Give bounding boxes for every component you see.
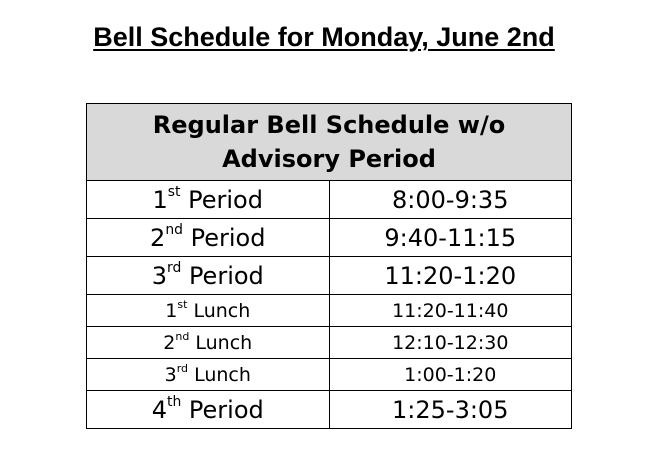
table-row <box>87 219 572 257</box>
table-row <box>87 327 572 359</box>
period-label: Period <box>188 261 264 290</box>
ordinal-number: 3 <box>151 261 167 290</box>
table-row <box>87 181 572 219</box>
time-cell: 1:25-3:05 <box>329 391 572 429</box>
ordinal-number: 4 <box>151 395 167 424</box>
ordinal-suffix: nd <box>175 329 190 343</box>
table-header <box>87 104 572 181</box>
bell-schedule-table <box>86 103 572 429</box>
period-label: Period <box>188 395 264 424</box>
ordinal-suffix: rd <box>176 361 189 375</box>
ordinal-number: 2 <box>163 331 176 354</box>
lunch-label: Lunch <box>195 331 253 354</box>
time-cell: 11:20-11:40 <box>329 295 572 327</box>
time-cell: 11:20-1:20 <box>329 257 572 295</box>
ordinal-suffix: nd <box>165 221 183 238</box>
ordinal-suffix: st <box>167 183 181 200</box>
lunch-label: Lunch <box>193 299 251 322</box>
time-cell: 8:00-9:35 <box>329 181 572 219</box>
period-label: Period <box>188 185 263 214</box>
time-cell: 1:00-1:20 <box>329 359 572 391</box>
lunch-name-cell <box>87 359 330 391</box>
table-row <box>87 391 572 429</box>
period-name-cell <box>87 391 330 429</box>
time-cell: 9:40-11:15 <box>329 219 572 257</box>
ordinal-suffix: rd <box>166 259 182 276</box>
lunch-label: Lunch <box>194 363 251 386</box>
page-title: Bell Schedule for Monday, June 2nd <box>93 22 555 52</box>
period-name-cell <box>87 257 330 295</box>
ordinal-suffix: st <box>177 297 188 311</box>
table-row <box>87 359 572 391</box>
time-cell: 12:10-12:30 <box>329 327 572 359</box>
ordinal-number: 1 <box>152 185 168 214</box>
ordinal-number: 2 <box>150 223 166 252</box>
ordinal-number: 1 <box>165 299 178 322</box>
period-label: Period <box>190 223 266 252</box>
period-name-cell <box>87 181 330 219</box>
ordinal-suffix: th <box>167 393 182 410</box>
table-header-row <box>87 104 572 181</box>
lunch-name-cell <box>87 327 330 359</box>
lunch-name-cell <box>87 295 330 327</box>
table-header-line-1: Regular Bell Schedule w/o <box>152 111 506 139</box>
table-header-line-2: Advisory Period <box>222 145 436 173</box>
table-row <box>87 295 572 327</box>
table-row <box>87 257 572 295</box>
period-name-cell <box>87 219 330 257</box>
ordinal-number: 3 <box>164 363 177 386</box>
